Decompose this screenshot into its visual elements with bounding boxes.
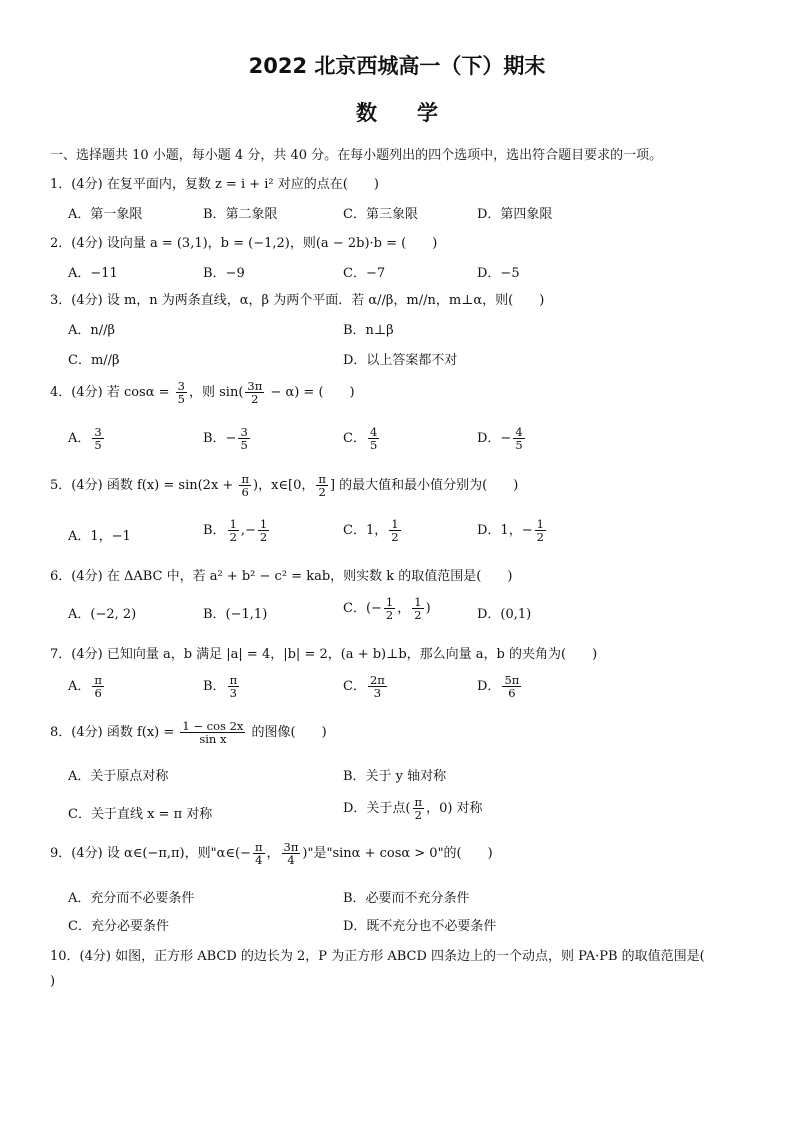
q6-option-c: C．(− $\frac{1}{2}$ ， $\frac{1}{2}$ ) [343,595,431,623]
q4-option-c: C． $\frac{4}{5}$ [343,425,378,453]
q7-option-c: C． $\frac{2\pi}{3}$ [343,673,385,701]
q1-option-d: D．第四象限 [477,207,553,222]
q4-stem-mid: ，则 sin( [189,385,244,401]
q3-option-c: C．m//β [68,353,120,368]
q4-frac-angle: $\frac{3\pi}{2}$ [247,379,263,407]
q4-stem-prefix: 4．(4分) 若 cosα = [50,385,174,401]
q5-option-a: A．1，−1 [68,529,131,544]
question-8-stem: 8．(4分) 函数 f(x) = $\frac{1 - \cos 2x}{\text{sin x}}$ 的图像( ) [50,719,327,747]
q3-option-b: B．n⊥β [343,323,394,338]
q7-option-a: A． $\frac{\pi}{6}$ [68,673,102,701]
q6-option-a: A．(−2, 2) [68,607,137,622]
q7-option-b: B． $\frac{\pi}{3}$ [203,673,238,701]
question-1-stem: 1．(4分) 在复平面内，复数 z = i + i² 对应的点在( ) [50,177,379,192]
question-4-stem [50,380,355,405]
q1-option-a: A．第一象限 [68,207,143,222]
q2-option-a: A．−11 [68,266,118,281]
q8-option-a: A．关于原点对称 [68,769,169,784]
q4-option-b: B．− $\frac{3}{5}$ [203,425,248,453]
question-5-stem: 5．(4分) 函数 f(x) = sin(2x + $\frac{\pi}{6}$ )，x∈[0， $\frac{\pi}{2}$ ] 的最大值和最小值分别为( ) [50,472,519,500]
q9-option-d: D．既不充分也不必要条件 [343,919,497,934]
q2-option-c: C．−7 [343,266,386,281]
q3-option-d: D．以上答案都不对 [343,353,458,368]
q5-option-d: D．1，− $\frac{1}{2}$ [477,517,544,545]
q5-option-c: C．1， $\frac{1}{2}$ [343,517,399,545]
q1-option-c: C．第三象限 [343,207,418,222]
q4-option-d: D．− $\frac{4}{5}$ [477,425,523,453]
q9-option-b: B．必要而不充分条件 [343,891,470,906]
q6-option-d: D．(0,1) [477,607,532,622]
q8-option-d: D．关于点( $\frac{\pi}{2}$ ，0) 对称 [343,795,483,823]
q3-option-a: A．n//β [68,323,116,338]
subject-heading: 数学 [356,101,478,125]
q4-option-a: A． $\frac{3}{5}$ [68,425,102,453]
question-7-stem: 7．(4分) 已知向量 a，b 满足 |a| = 4，|b| = 2，(a + b)⊥b，那么向量 a，b 的夹角为( ) [50,647,598,662]
q4-frac-cos: $\frac{3}{5}$ [177,379,185,407]
question-2-stem: 2．(4分) 设向量 a = (3,1)，b = (−1,2)，则(a − 2b)·b = ( ) [50,236,438,251]
q4-stem-suffix: − α) = ( ) [266,385,355,401]
q1-option-b: B．第二象限 [203,207,278,222]
q9-option-a: A．充分而不必要条件 [68,891,195,906]
page-title: 2022 北京西城高一（下）期末 [248,54,546,78]
question-10-stem-cont: ) [50,974,56,989]
question-10-stem: 10．(4分) 如图，正方形 ABCD 的边长为 2，P 为正方形 ABCD 四条边上的一个动点，则 PA·PB 的取值范围是( [50,949,705,964]
question-6-stem: 6．(4分) 在 ΔABC 中，若 a² + b² − c² = kab，则实数 k 的取值范围是( ) [50,569,513,584]
q9-option-c: C．充分必要条件 [68,919,169,934]
section-instructions: 一、选择题共 10 小题，每小题 4 分，共 40 分。在每小题列出的四个选项中，选出符合题目要求的一项。 [50,148,663,163]
q2-option-d: D．−5 [477,266,520,281]
q8-option-c: C．关于直线 x = π 对称 [68,807,213,822]
q7-option-d: D． $\frac{5\pi}{6}$ [477,673,520,701]
q8-option-b: B．关于 y 轴对称 [343,769,447,784]
question-3-stem: 3．(4分) 设 m，n 为两条直线，α，β 为两个平面．若 α//β，m//n，m⊥α，则( ) [50,293,545,308]
q6-option-b: B．(−1,1) [203,607,268,622]
question-9-stem: 9．(4分) 设 α∈(−π,π)，则"α∈(− $\frac{\pi}{4}$ ， $\frac{3\pi}{4}$ )"是"sinα + cosα > 0"的( ) [50,840,493,868]
q2-option-b: B．−9 [203,266,245,281]
q5-option-b: B． $\frac{1}{2}$ ,− $\frac{1}{2}$ [203,517,268,545]
